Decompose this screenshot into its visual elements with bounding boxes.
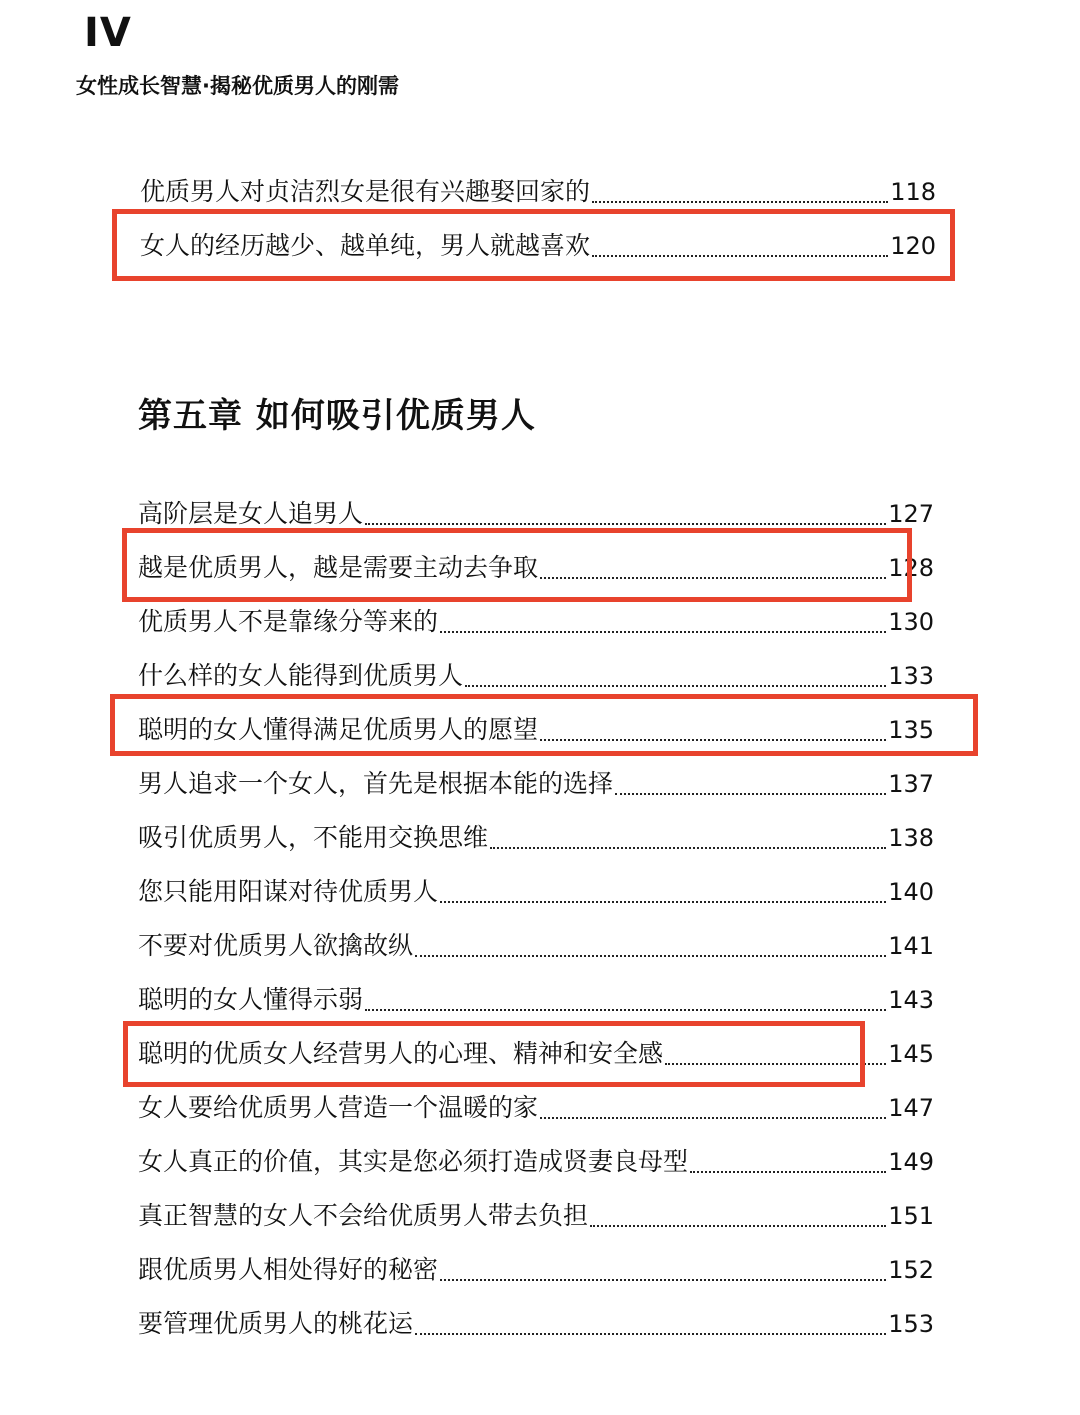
dot-leader — [440, 631, 886, 633]
toc-entry-title: 越是优质男人，越是需要主动去争取 — [138, 553, 539, 582]
toc-entry-page: 118 — [890, 178, 936, 206]
dot-leader — [592, 255, 888, 257]
toc-entry[interactable] — [138, 764, 934, 804]
dot-leader — [490, 847, 886, 849]
toc-entry[interactable] — [138, 980, 934, 1020]
toc-entry-title: 优质男人不是靠缘分等来的 — [138, 607, 439, 636]
toc-entry-title: 真正智慧的女人不会给优质男人带去负担 — [138, 1201, 589, 1230]
toc-entry-page: 143 — [888, 986, 934, 1014]
toc-entry[interactable] — [138, 1196, 934, 1236]
toc-entry-title: 吸引优质男人，不能用交换思维 — [138, 823, 489, 852]
toc-entry[interactable] — [140, 172, 936, 212]
dot-leader — [615, 793, 886, 795]
toc-entry-page: 140 — [888, 878, 934, 906]
dot-leader — [665, 1063, 886, 1065]
dot-leader — [365, 1009, 886, 1011]
toc-entry[interactable] — [138, 818, 934, 858]
toc-entry-page: 147 — [888, 1094, 934, 1122]
toc-entry-title: 您只能用阳谋对待优质男人 — [138, 877, 439, 906]
toc-entry-page: 137 — [888, 770, 934, 798]
toc-entry-title: 优质男人对贞洁烈女是很有兴趣娶回家的 — [140, 177, 591, 206]
toc-entry[interactable] — [140, 226, 936, 266]
toc-entry-title: 女人真正的价值，其实是您必须打造成贤妻良母型 — [138, 1147, 689, 1176]
dot-leader — [440, 901, 886, 903]
toc-entry-page: 145 — [888, 1040, 934, 1068]
toc-entry[interactable] — [138, 602, 934, 642]
toc-entry-title: 男人追求一个女人，首先是根据本能的选择 — [138, 769, 614, 798]
toc-entry[interactable] — [138, 656, 934, 696]
dot-leader — [540, 577, 886, 579]
toc-entry[interactable] — [138, 548, 934, 588]
toc-entry-page: 128 — [888, 554, 934, 582]
dot-leader — [465, 685, 886, 687]
toc-entry-page: 141 — [888, 932, 934, 960]
book-title: 女性成长智慧·揭秘优质男人的刚需 — [76, 74, 399, 98]
toc-entry[interactable] — [138, 710, 934, 750]
dot-leader — [365, 523, 886, 525]
toc-entry-title: 女人的经历越少、越单纯，男人就越喜欢 — [140, 231, 591, 260]
toc-entry-page: 127 — [888, 500, 934, 528]
toc-entry[interactable] — [138, 1250, 934, 1290]
toc-entry-title: 不要对优质男人欲擒故纵 — [138, 931, 414, 960]
toc-entry-title: 什么样的女人能得到优质男人 — [138, 661, 464, 690]
toc-entry-page: 138 — [888, 824, 934, 852]
toc-entry[interactable] — [138, 872, 934, 912]
toc-entry[interactable] — [138, 1088, 934, 1128]
dot-leader — [415, 1333, 886, 1335]
toc-entry-page: 135 — [888, 716, 934, 744]
toc-entry-page: 130 — [888, 608, 934, 636]
toc-entry[interactable] — [138, 1304, 934, 1344]
toc-entry[interactable] — [138, 494, 934, 534]
toc-entry-title: 高阶层是女人追男人 — [138, 499, 364, 528]
dot-leader — [440, 1279, 886, 1281]
toc-entry-page: 151 — [888, 1202, 934, 1230]
dot-leader — [592, 201, 888, 203]
toc-entry-page: 120 — [890, 232, 936, 260]
dot-leader — [540, 739, 886, 741]
toc-entry[interactable] — [138, 1034, 934, 1074]
toc-entry-title: 跟优质男人相处得好的秘密 — [138, 1255, 439, 1284]
dot-leader — [540, 1117, 886, 1119]
toc-entry-title: 聪明的女人懂得满足优质男人的愿望 — [138, 715, 539, 744]
toc-entry-title: 要管理优质男人的桃花运 — [138, 1309, 414, 1338]
toc-entry[interactable] — [138, 926, 934, 966]
toc-entry[interactable] — [138, 1142, 934, 1182]
toc-entry-page: 133 — [888, 662, 934, 690]
chapter-title: 第五章 如何吸引优质男人 — [138, 396, 536, 436]
toc-entry-title: 女人要给优质男人营造一个温暖的家 — [138, 1093, 539, 1122]
toc-entry-page: 152 — [888, 1256, 934, 1284]
toc-entry-title: 聪明的优质女人经营男人的心理、精神和安全感 — [138, 1039, 664, 1068]
toc-entry-page: 149 — [888, 1148, 934, 1176]
toc-entry-title: 聪明的女人懂得示弱 — [138, 985, 364, 1014]
dot-leader — [415, 955, 886, 957]
page-number: IV — [84, 10, 132, 56]
dot-leader — [590, 1225, 886, 1227]
toc-entry-page: 153 — [888, 1310, 934, 1338]
dot-leader — [690, 1171, 886, 1173]
